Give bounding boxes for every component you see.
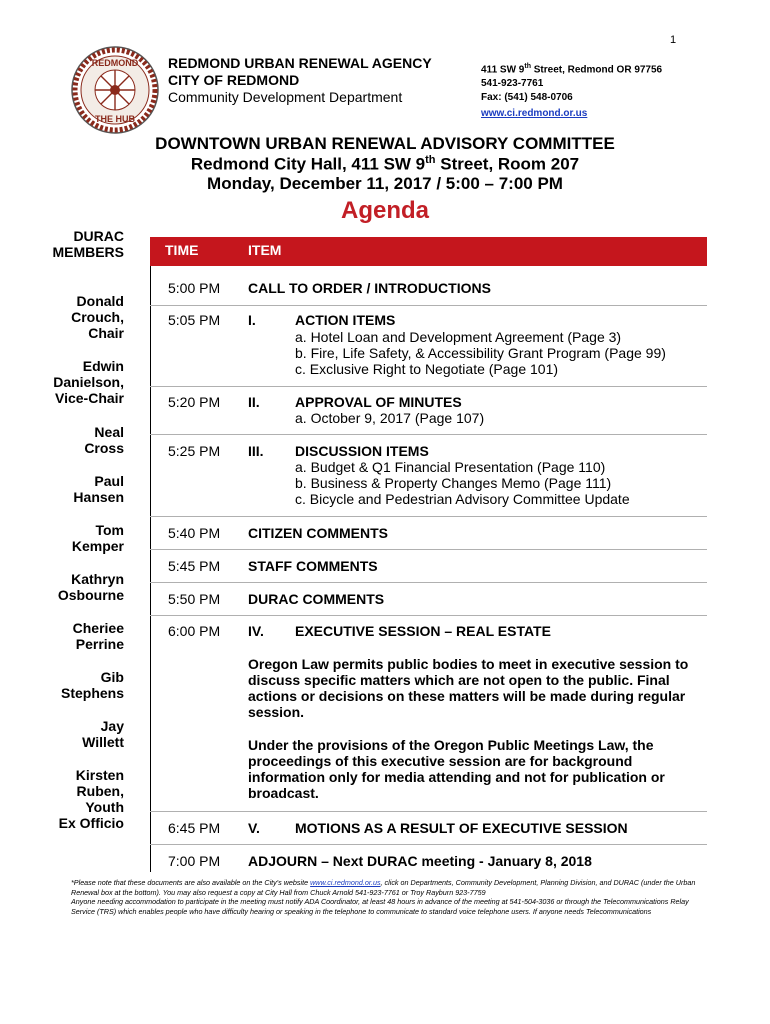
website-link[interactable]: www.ci.redmond.or.us xyxy=(481,108,588,120)
member-2: Edwin Danielson, Vice-Chair xyxy=(53,358,124,406)
agenda-item-number: V. xyxy=(248,820,260,836)
agenda-sub-item: c. Exclusive Right to Negotiate (Page 101) xyxy=(295,361,559,377)
row-divider xyxy=(150,549,707,550)
committee-title: DOWNTOWN URBAN RENEWAL ADVISORY COMMITTEE xyxy=(155,134,615,153)
agenda-item-title: DURAC COMMENTS xyxy=(248,591,385,607)
agenda-sub-item: a. October 9, 2017 (Page 107) xyxy=(295,410,485,426)
agenda-sub-item: b. Business & Property Changes Memo (Page 111) xyxy=(295,475,612,491)
row-divider xyxy=(150,516,707,517)
row-divider xyxy=(150,582,707,583)
member-6: Kathryn Osbourne xyxy=(57,571,124,603)
row-divider xyxy=(150,305,707,306)
agenda-time: 5:05 PM xyxy=(168,312,221,328)
agenda-item-number: I. xyxy=(248,312,256,328)
agenda-sub-item: a. Budget & Q1 Financial Presentation (Page 110) xyxy=(295,459,606,475)
member-1: Donald Crouch, Chair xyxy=(71,293,124,341)
page-number: 1 xyxy=(670,34,677,46)
member-7: Cheriee Perrine xyxy=(72,620,124,652)
agenda-sub-item: b. Fire, Life Safety, & Accessibility Grant Program (Page 99) xyxy=(295,345,666,361)
agenda-item-title: ADJOURN – Next DURAC meeting - January 8, 2018 xyxy=(248,853,592,869)
agenda-item-title: ACTION ITEMS xyxy=(295,312,396,328)
agenda-time: 5:50 PM xyxy=(168,591,221,607)
agenda-item-number: II. xyxy=(248,394,260,410)
member-10: Kirsten Ruben, Youth Ex Officio xyxy=(58,767,124,831)
agenda-time: 5:25 PM xyxy=(168,443,221,459)
agenda-time: 5:20 PM xyxy=(168,394,221,410)
agenda-item-number: III. xyxy=(248,443,264,459)
agenda-item-title: STAFF COMMENTS xyxy=(248,558,378,574)
row-divider xyxy=(150,386,707,387)
agenda-item-number: IV. xyxy=(248,623,264,639)
agenda-item-title: CITIZEN COMMENTS xyxy=(248,525,388,541)
fax: Fax: (541) 548-0706 xyxy=(481,92,573,104)
seal-text-top: REDMOND xyxy=(91,58,139,68)
member-3: Neal Cross xyxy=(84,424,124,456)
agenda-sub-item: c. Bicycle and Pedestrian Advisory Committee Update xyxy=(295,491,630,507)
city-seal xyxy=(70,45,160,135)
meeting-datetime: Monday, December 11, 2017 / 5:00 – 7:00 PM xyxy=(207,174,563,193)
contact-block xyxy=(481,60,662,121)
agenda-item-title: APPROVAL OF MINUTES xyxy=(295,394,462,410)
agenda-item-title: EXECUTIVE SESSION – REAL ESTATE xyxy=(295,623,551,639)
agenda-time: 5:45 PM xyxy=(168,558,221,574)
row-divider xyxy=(150,844,707,845)
agenda-time: 5:40 PM xyxy=(168,525,221,541)
agenda-sub-item: a. Hotel Loan and Development Agreement (Page 3) xyxy=(295,329,622,345)
public-meetings-law-notice: Under the provisions of the Oregon Public Meetings Law, the proceedings of this executive session are for background information only for media attending and not for publication or broadcast. xyxy=(248,737,665,801)
members-heading: DURAC MEMBERS xyxy=(52,228,124,260)
footer-note-accommodation: Anyone needing accommodation to participate in the meeting must notify ADA Coordinator, at least 48 hours in advance of the meeting at 541-504-3036 or through the Telecommunications Relay Service (TRS) which enables people who have difficulty hearing or speaking in the telephone to communicate to standard voice telephone users. If anyone needs Telecommunications xyxy=(71,897,689,916)
footer-note-documents: *Please note that these documents are also available on the City's website www.ci.redmond.or.us, click on Departments, Community Development, Planning Division, and DURAC (under the Urban Renewal box at the bottom). You may also request a copy at City Hall from Chuck Arnold 541-923-7761 or Troy Rayburn 923-7759 xyxy=(71,878,696,897)
seal-text-bottom: THE HUB xyxy=(95,114,135,124)
row-divider xyxy=(150,811,707,812)
agenda-time: 6:45 PM xyxy=(168,820,221,836)
agenda-time: 5:00 PM xyxy=(168,280,221,296)
footer-website-link[interactable]: www.ci.redmond.or.us xyxy=(310,878,381,887)
agency-name: REDMOND URBAN RENEWAL AGENCY xyxy=(168,55,432,71)
row-divider xyxy=(150,434,707,435)
item-column-header: ITEM xyxy=(248,242,282,258)
column-divider xyxy=(150,266,151,872)
table-header-bar xyxy=(150,237,707,266)
time-column-header: TIME xyxy=(165,242,199,258)
member-4: Paul Hansen xyxy=(73,473,124,505)
executive-session-notice: Oregon Law permits public bodies to meet in executive session to discuss specific matters which are not open to the public. Final actions or decisions on these matters will be made during regular session. xyxy=(248,656,689,720)
meeting-location: Redmond City Hall, 411 SW 9th Street, Room 207 xyxy=(190,154,580,174)
row-divider xyxy=(150,615,707,616)
agenda-time: 6:00 PM xyxy=(168,623,221,639)
agenda-item-title: CALL TO ORDER / INTRODUCTIONS xyxy=(248,280,491,296)
street-address: 411 SW 9th Street, Redmond OR 97756 xyxy=(481,63,663,76)
member-8: Gib Stephens xyxy=(60,669,124,701)
agenda-item-title: MOTIONS AS A RESULT OF EXECUTIVE SESSION xyxy=(295,820,628,836)
member-5: Tom Kemper xyxy=(71,522,124,554)
agenda-time: 7:00 PM xyxy=(168,853,221,869)
agenda-heading: Agenda xyxy=(340,197,429,224)
phone: 541-923-7761 xyxy=(481,78,544,90)
member-9: Jay Willett xyxy=(82,718,124,750)
agenda-item-title: DISCUSSION ITEMS xyxy=(295,443,429,459)
city-name: CITY OF REDMOND xyxy=(168,72,300,88)
department-name: Community Development Department xyxy=(168,89,403,105)
